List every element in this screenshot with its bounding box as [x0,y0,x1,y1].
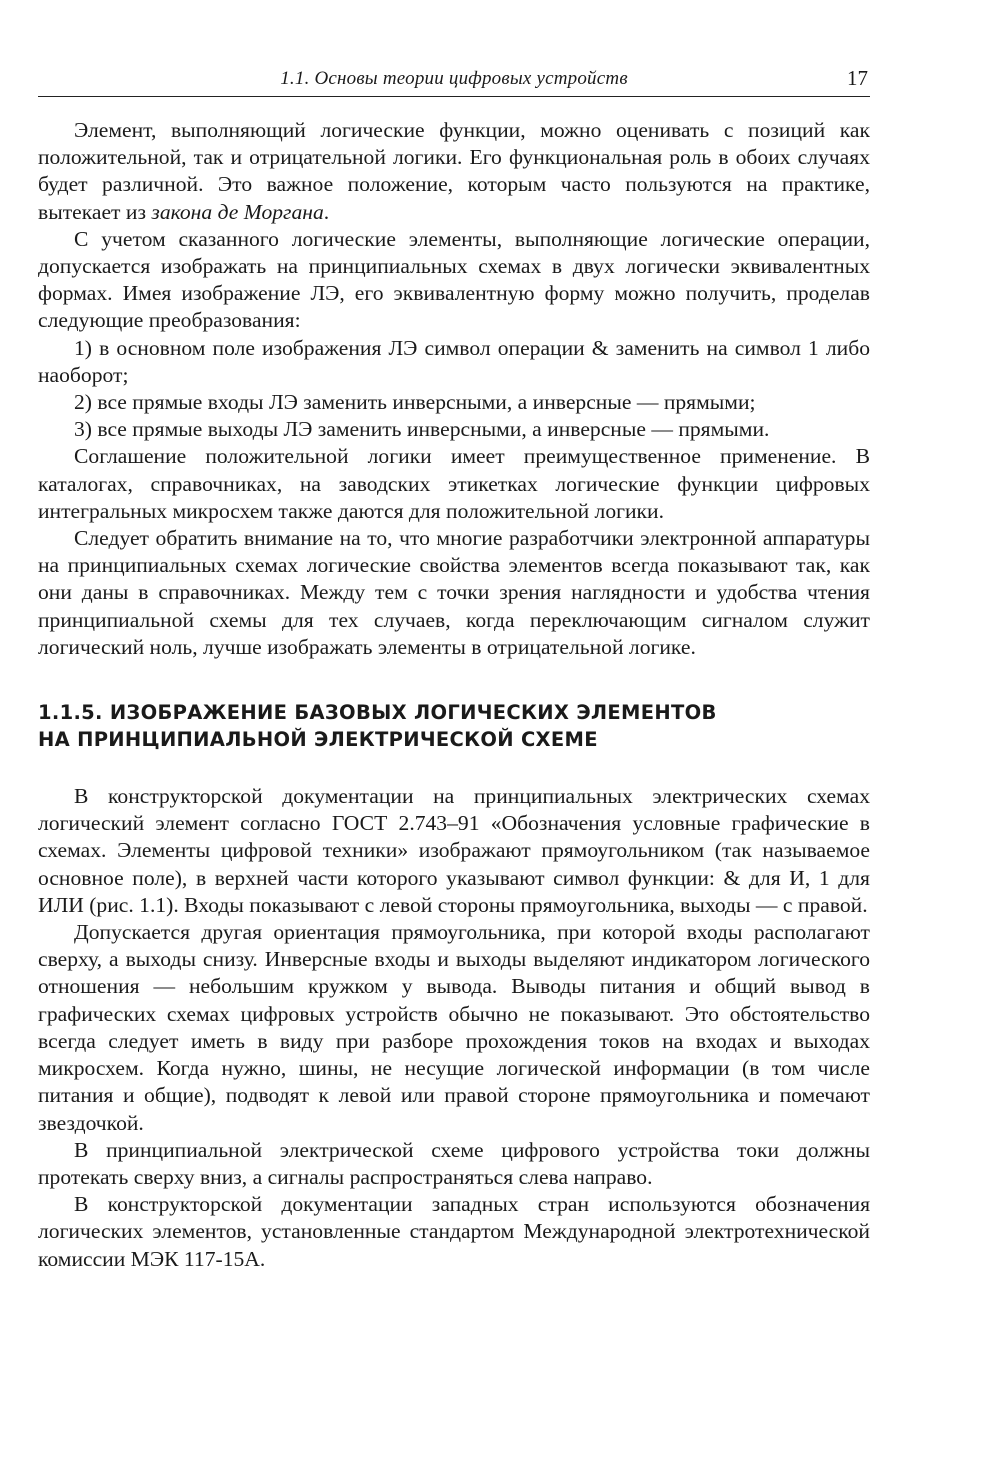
list-item: 3) все прямые выходы ЛЭ заменить инверсными, а инверсные — прямыми. [74,417,770,442]
section-heading-line: 1.1.5. ИЗОБРАЖЕНИЕ БАЗОВЫХ ЛОГИЧЕСКИХ ЭЛЕМЕНТОВ [38,701,717,725]
section-heading-line: НА ПРИНЦИПИАЛЬНОЙ ЭЛЕКТРИЧЕСКОЙ СХЕМЕ [38,728,598,752]
paragraph-text: . [323,199,330,224]
paragraph: В принципиальной электрической схеме цифрового устройства токи должны протекать сверху вниз, а сигналы распространяться слева направо. [38,1137,870,1189]
list-item: 1) в основном поле изображения ЛЭ символ операции & заменить на символ 1 либо наоборот; [38,335,870,387]
paragraph [38,117,870,226]
emphasized-term: закона де Моргана [151,199,324,224]
paragraph: В конструкторской документации на принципиальных электрических схемах логический элемент согласно ГОСТ 2.743–91 «Обозначения условные графические в схемах. Элементы цифровой техники» изображают прямоугольником (так называемое основное поле), в верхней части которого указывают символ функции: & для И, 1 для ИЛИ (рис. 1.1). Входы показывают с левой стороны прямоугольника, выходы — с правой. [38,784,870,917]
list-item: 2) все прямые входы ЛЭ заменить инверсными, а инверсные — прямыми; [74,390,756,415]
running-header [38,62,870,97]
book-page [38,62,870,1273]
paragraph-text: Элемент, выполняющий логические функции, можно оценивать с позиций как положительной, так и отрицательной логики. Его функциональная роль в обоих случаях будет различной. Это важное положение, которым часто пользуются на практике, вытекает из [38,118,870,224]
section-1-text [38,117,870,661]
page-number: 17 [847,66,868,90]
paragraph: Соглашение положительной логики имеет преимущественное применение. В каталогах, справочниках, на заводских этикетках логические функции цифровых интегральных микросхем также даются для положительной логики. [38,444,870,523]
section-heading [38,699,870,753]
section-2-text [38,783,870,1273]
paragraph: С учетом сказанного логические элементы, выполняющие логические операции, допускается изображать на принципиальных схемах в двух логически эквивалентных формах. Имея изображение ЛЭ, его эквивалентную форму можно получить, проделав следующие преобразования: [38,226,870,333]
paragraph: Допускается другая ориентация прямоугольника, при которой входы располагают сверху, а выходы снизу. Инверсные входы и выходы выделяют индикатором логического отношения — небольшим кружком у вывода. Выводы питания и общий вывод в графических схемах цифровых устройств обычно не показывают. Это обстоятельство всегда следует иметь в виду при разборе прохождения токов на входах и выходах микросхем. Когда нужно, шины, не несущие логической информации (в том числе питания и общие), подводят к левой или правой стороне прямоугольника и помечают звездочкой. [38,920,870,1135]
paragraph: В конструкторской документации западных стран используются обозначения логических элементов, установленные стандартом Международной электротехнической комиссии МЭК 117-15А. [38,1192,870,1271]
running-header-title: 1.1. Основы теории цифровых устройств [280,68,628,89]
paragraph: Следует обратить внимание на то, что многие разработчики электронной аппаратуры на принципиальных схемах логические свойства элементов всегда показывают так, как они даны в справочниках. Между тем с точки зрения наглядности и удобства чтения принципиальной схемы для тех случаев, когда переключающим сигналом служит логический ноль, лучше изображать элементы в отрицательной логике. [38,526,870,659]
